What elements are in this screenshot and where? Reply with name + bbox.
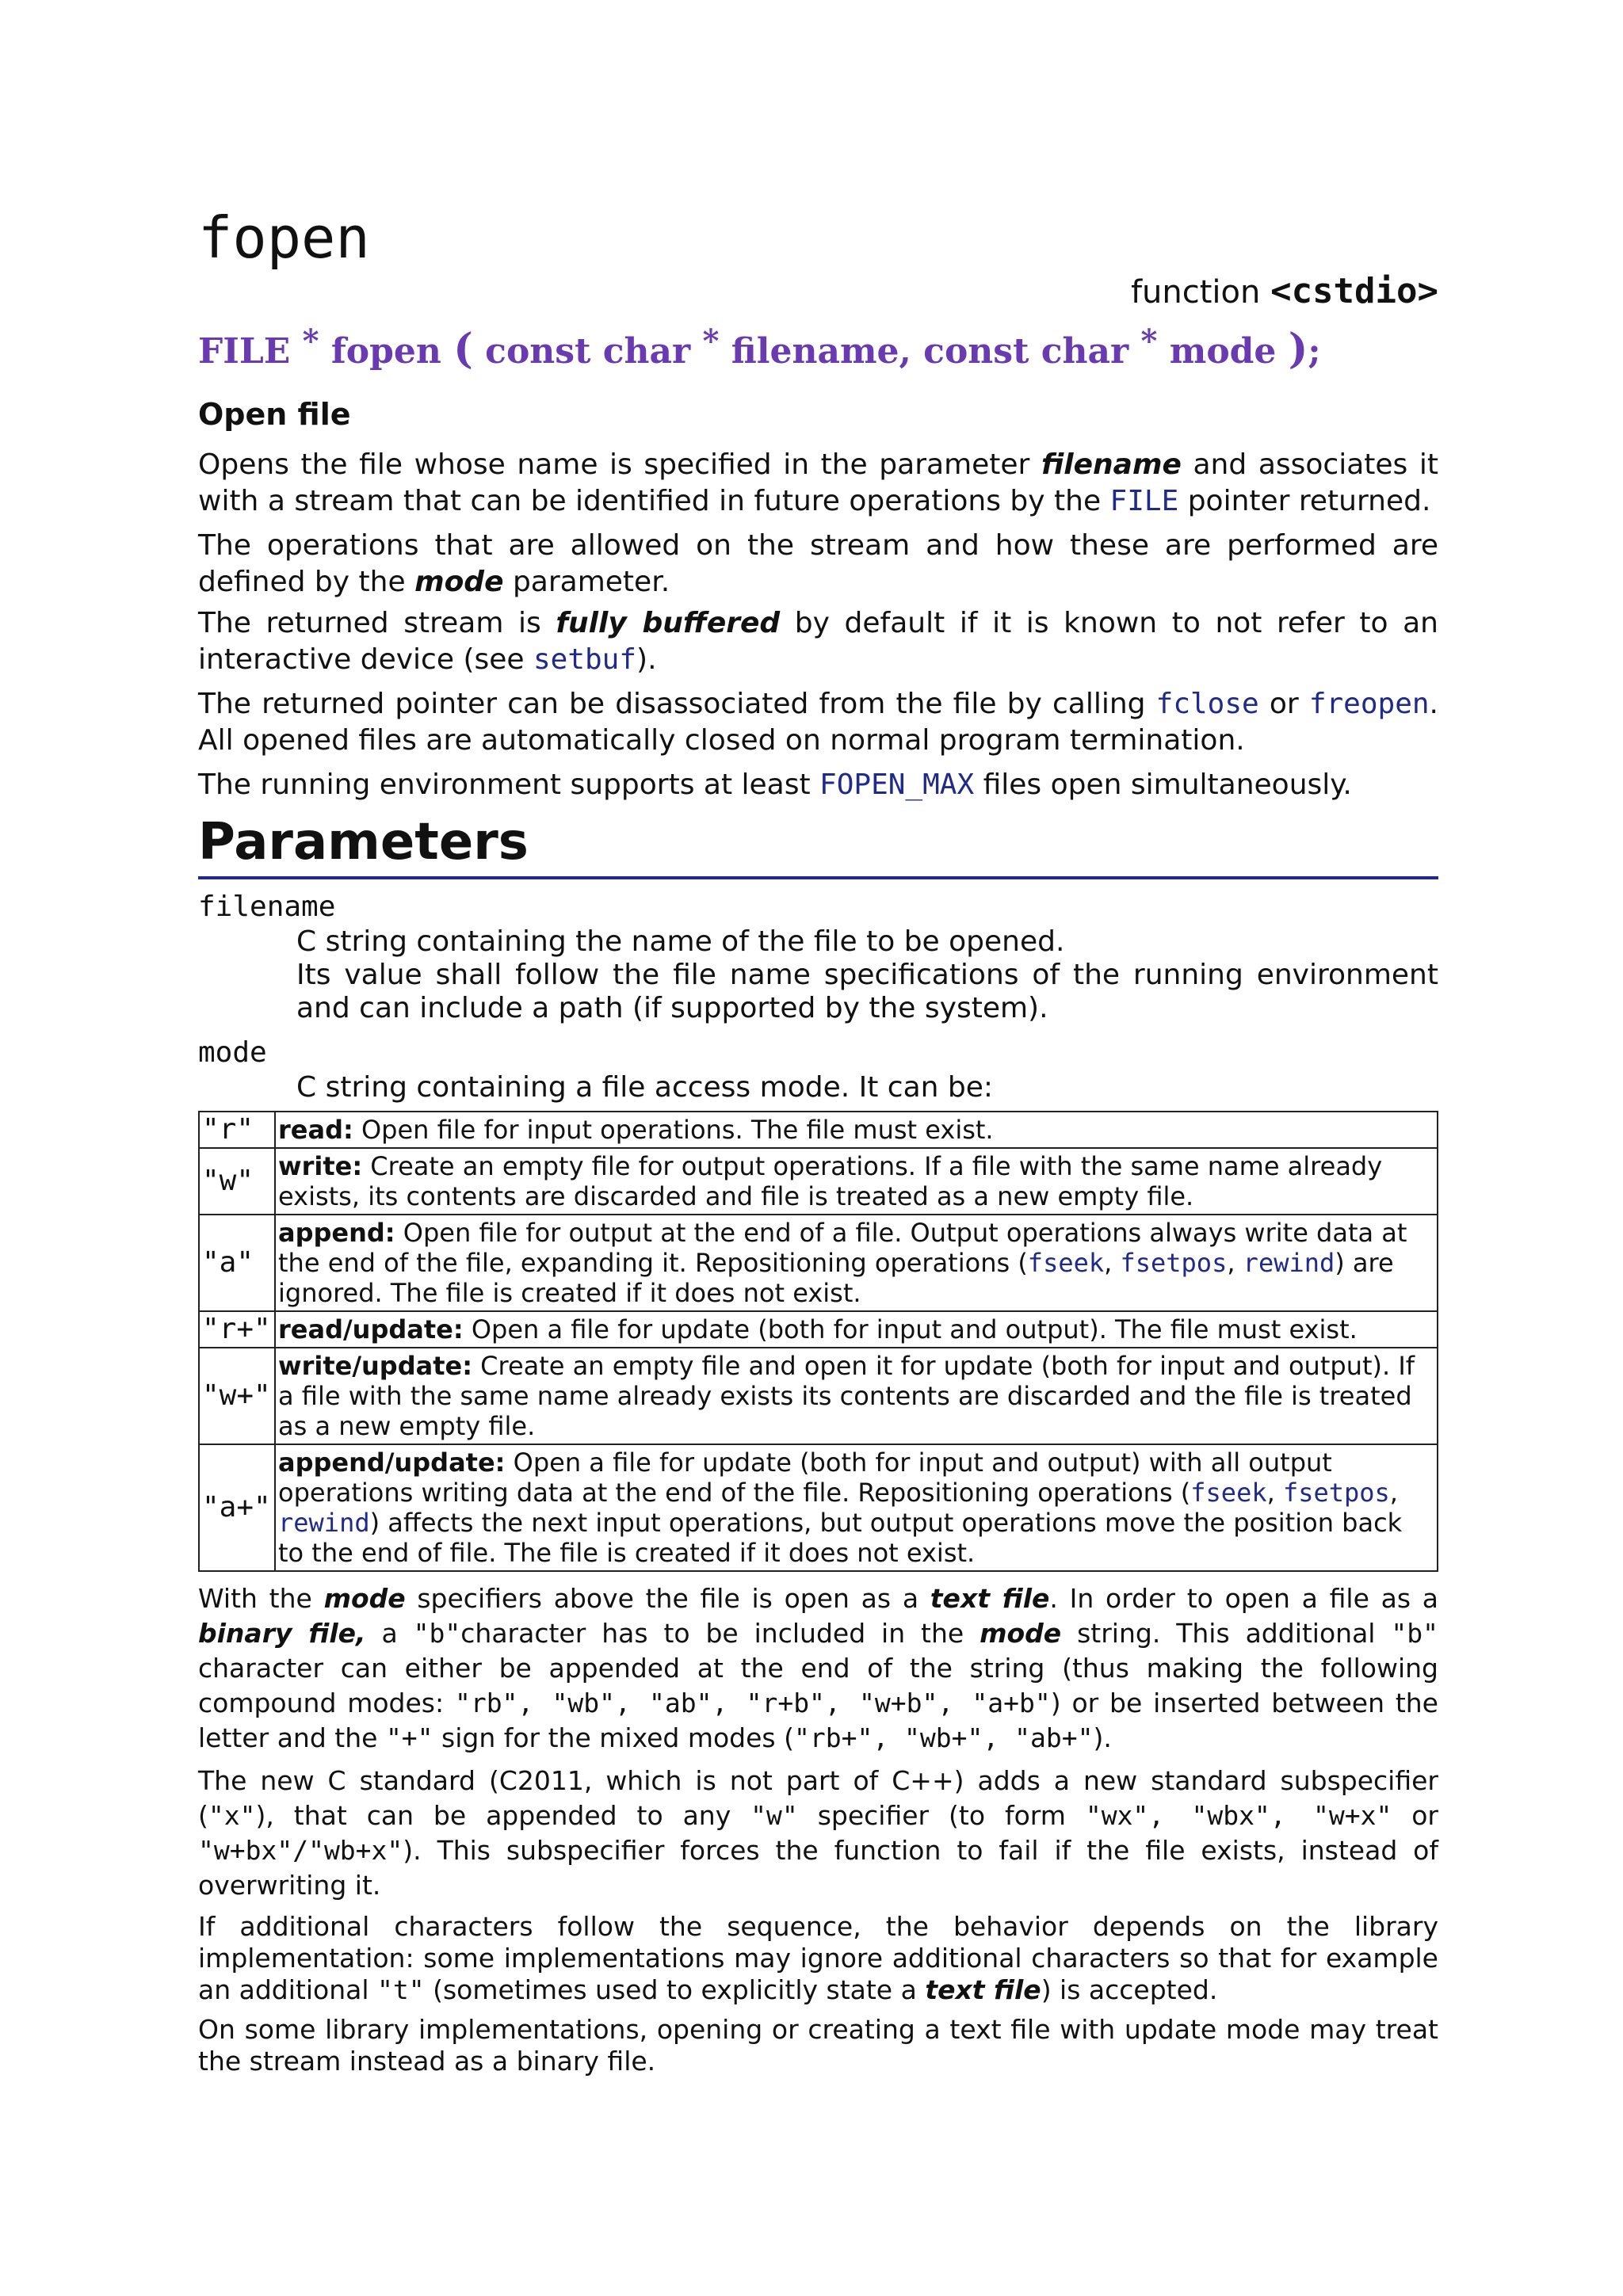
code: "b" bbox=[1391, 1618, 1438, 1649]
notes-paragraph-3 bbox=[198, 1911, 1438, 2006]
link-fsetpos[interactable]: fsetpos bbox=[1282, 1478, 1390, 1508]
param-mode-line1: C string containing a file access mode. It can be: bbox=[296, 1071, 994, 1104]
text: With the bbox=[198, 1583, 324, 1614]
text: ) affects the next input operations, but output operations move the position back to the end of file. The file is created if it does not exist. bbox=[278, 1508, 1403, 1568]
desc-paragraph-5 bbox=[198, 767, 1438, 803]
param-filename-desc bbox=[198, 925, 1438, 1025]
link-fseek[interactable]: fseek bbox=[1190, 1478, 1267, 1508]
mode-label: append: bbox=[278, 1218, 395, 1248]
text: The returned pointer can be disassociated from the file by calling bbox=[198, 688, 1156, 720]
link-rewind[interactable]: rewind bbox=[278, 1508, 370, 1538]
param-filename-name: filename bbox=[198, 891, 336, 923]
mode-description bbox=[275, 1311, 1438, 1348]
text: . All opened files are automatically closed on normal program termination. bbox=[198, 688, 1438, 757]
function-prototype bbox=[198, 322, 1438, 380]
mode-description bbox=[275, 1112, 1438, 1148]
text: character has to be included in the bbox=[460, 1618, 980, 1649]
emphasis: mode bbox=[414, 566, 504, 598]
proto-param1-name: filename bbox=[731, 331, 899, 372]
text: . In order to open a file as a bbox=[1049, 1583, 1438, 1614]
desc-paragraph-4 bbox=[198, 686, 1438, 759]
text: ) or be inserted between the letter and the bbox=[198, 1688, 1438, 1753]
param-mode-name: mode bbox=[198, 1036, 267, 1069]
text: On some library implementations, opening or creating a text file with update mode may treat the stream instead as a binary file. bbox=[198, 2014, 1438, 2077]
code: "rb+", "wb+", "ab+" bbox=[793, 1722, 1094, 1753]
desc-paragraph-1 bbox=[198, 447, 1438, 520]
code: "wx", "wbx", "w+x" bbox=[1085, 1800, 1392, 1831]
link-fclose[interactable]: fclose bbox=[1155, 688, 1259, 720]
link-fseek[interactable]: fseek bbox=[1027, 1248, 1105, 1278]
proto-star: * bbox=[302, 322, 319, 360]
text: Opens the file whose name is specified in the parameter bbox=[198, 448, 1041, 481]
text: ). bbox=[636, 643, 657, 676]
kind-label: function bbox=[1130, 274, 1261, 311]
link-freopen[interactable]: freopen bbox=[1308, 688, 1430, 720]
text: , bbox=[1104, 1248, 1121, 1278]
proto-rparen: ) bbox=[1288, 325, 1308, 373]
proto-param1-type: const char bbox=[485, 331, 691, 372]
text: The running environment supports at least bbox=[198, 769, 820, 801]
text: parameter. bbox=[503, 566, 670, 598]
proto-function-name: fopen bbox=[330, 331, 441, 372]
text: (sometimes used to explicitly state a bbox=[424, 1974, 926, 2005]
table-row bbox=[199, 1215, 1438, 1311]
proto-comma: , bbox=[899, 331, 911, 372]
text: ) are ignored. The file is created if it does not exist. bbox=[278, 1248, 1394, 1308]
proto-star-2: * bbox=[702, 322, 720, 360]
short-description: Open file bbox=[198, 397, 351, 432]
text: specifier (to form bbox=[797, 1800, 1086, 1831]
notes-paragraph-1 bbox=[198, 1581, 1438, 1756]
reference-content bbox=[198, 202, 1438, 2085]
emphasis: text file bbox=[930, 1583, 1050, 1614]
text: or bbox=[1258, 688, 1309, 720]
text: pointer returned. bbox=[1178, 485, 1431, 517]
text: specifiers above the file is open as a bbox=[405, 1583, 930, 1614]
code: "w+bx"/"wb+x" bbox=[198, 1835, 403, 1866]
param-filename-line1: C string containing the name of the file to be opened. bbox=[296, 925, 1065, 958]
text: sign for the mixed modes ( bbox=[433, 1722, 794, 1753]
emphasis: mode bbox=[980, 1618, 1062, 1649]
mode-table bbox=[198, 1111, 1438, 1572]
text: If additional characters follow the sequence, the behavior depends on the library implementation: some implementations may ignore additional characters so that for example an additional bbox=[198, 1911, 1438, 2005]
param-mode-desc bbox=[198, 1071, 1438, 1104]
proto-semicolon: ; bbox=[1308, 331, 1321, 372]
mode-label: read: bbox=[278, 1115, 353, 1145]
link-setbuf[interactable]: setbuf bbox=[533, 643, 637, 676]
mode-label: write/update: bbox=[278, 1351, 472, 1381]
emphasis: binary file, bbox=[198, 1618, 366, 1649]
text: character can either be appended at the end of the string (thus making the following compound modes: bbox=[198, 1653, 1438, 1718]
text: , bbox=[1266, 1478, 1283, 1508]
text: ). bbox=[1093, 1722, 1112, 1753]
page-title: fopen bbox=[198, 204, 370, 271]
mode-code: "a" bbox=[199, 1215, 275, 1311]
text: Open a file for update (both for input and output) with all output operations writing data at the end of the file. Repositioning operations ( bbox=[278, 1447, 1332, 1508]
proto-lparen: ( bbox=[453, 325, 473, 373]
mode-code: "r+" bbox=[199, 1311, 275, 1348]
text: ) is accepted. bbox=[1041, 1974, 1218, 2005]
text: files open simultaneously. bbox=[974, 769, 1352, 801]
code: "w" bbox=[750, 1800, 798, 1831]
table-row bbox=[199, 1444, 1438, 1571]
notes-paragraph-2 bbox=[198, 1764, 1438, 1903]
code: "rb", "wb", "ab", "r+b", "w+b", "a+b" bbox=[454, 1688, 1051, 1718]
text: The new C standard (C2011, which is not part of C++) adds a new standard subspecifier ( bbox=[198, 1765, 1438, 1831]
code: "+" bbox=[385, 1722, 433, 1753]
mode-code: "r" bbox=[199, 1112, 275, 1148]
text: , bbox=[1389, 1478, 1398, 1508]
text: Create an empty file for output operations. If a file with the same name already exists, its contents are discarded and file is treated as a new empty file. bbox=[278, 1151, 1383, 1211]
desc-paragraph-2 bbox=[198, 528, 1438, 601]
text: , bbox=[1227, 1248, 1243, 1278]
table-row bbox=[199, 1148, 1438, 1215]
table-row bbox=[199, 1112, 1438, 1148]
link-fopen-max[interactable]: FOPEN_MAX bbox=[819, 769, 975, 801]
text: ), that can be appended to any bbox=[255, 1800, 751, 1831]
code: "x" bbox=[208, 1800, 256, 1831]
function-kind bbox=[198, 269, 1438, 315]
emphasis: mode bbox=[323, 1583, 406, 1614]
text: a bbox=[365, 1618, 414, 1649]
link-file[interactable]: FILE bbox=[1109, 485, 1179, 517]
proto-param2-name: mode bbox=[1169, 331, 1277, 372]
text: The returned stream is bbox=[198, 607, 556, 639]
mode-label: append/update: bbox=[278, 1447, 506, 1478]
code: "t" bbox=[377, 1974, 425, 2005]
mode-description bbox=[275, 1444, 1438, 1571]
proto-star-3: * bbox=[1140, 322, 1158, 360]
text: Open a file for update (both for input and output). The file must exist. bbox=[463, 1314, 1358, 1344]
emphasis: text file bbox=[925, 1974, 1041, 2005]
code: "b" bbox=[413, 1618, 461, 1649]
text: Open file for input operations. The file must exist. bbox=[353, 1115, 994, 1145]
mode-code: "w+" bbox=[199, 1348, 275, 1444]
text: Open file for output at the end of a file. Output operations always write data at the end of the file, expanding it. Repositioning operations ( bbox=[278, 1218, 1407, 1278]
mode-description bbox=[275, 1148, 1438, 1215]
text: and associates it with a stream that can be identified in future operations by the bbox=[198, 448, 1438, 517]
text: The operations that are allowed on the stream and how these are performed are defined by the bbox=[198, 529, 1438, 598]
text: or bbox=[1392, 1800, 1438, 1831]
mode-label: write: bbox=[278, 1151, 363, 1181]
table-row bbox=[199, 1311, 1438, 1348]
link-fsetpos[interactable]: fsetpos bbox=[1120, 1248, 1228, 1278]
mode-code: "w" bbox=[199, 1148, 275, 1215]
text: Create an empty file and open it for update (both for input and output). If a file with the same name already exists its contents are discarded and the file is treated as a new empty file. bbox=[278, 1351, 1415, 1441]
parameters-heading: Parameters bbox=[198, 811, 1438, 879]
link-rewind[interactable]: rewind bbox=[1243, 1248, 1335, 1278]
proto-return-type: FILE bbox=[198, 331, 291, 372]
desc-paragraph-3 bbox=[198, 605, 1438, 678]
mode-label: read/update: bbox=[278, 1314, 464, 1344]
text: string. This additional bbox=[1061, 1618, 1392, 1649]
emphasis: filename bbox=[1041, 448, 1182, 481]
mode-code: "a+" bbox=[199, 1444, 275, 1571]
mode-notes bbox=[198, 1581, 1438, 2077]
proto-param2-type: const char bbox=[923, 331, 1129, 372]
emphasis: fully buffered bbox=[556, 607, 781, 639]
param-filename-line2: Its value shall follow the file name specifications of the running environment and can include a path (if supported by the system). bbox=[296, 959, 1438, 1024]
table-row bbox=[199, 1348, 1438, 1444]
text: ). This subspecifier forces the function to fail if the file exists, instead of overwriting it. bbox=[198, 1835, 1438, 1901]
notes-paragraph-4 bbox=[198, 2014, 1438, 2077]
mode-description bbox=[275, 1348, 1438, 1444]
mode-description bbox=[275, 1215, 1438, 1311]
text: by default if it is known to not refer to an interactive device (see bbox=[198, 607, 1438, 676]
header-name: <cstdio> bbox=[1270, 271, 1438, 311]
